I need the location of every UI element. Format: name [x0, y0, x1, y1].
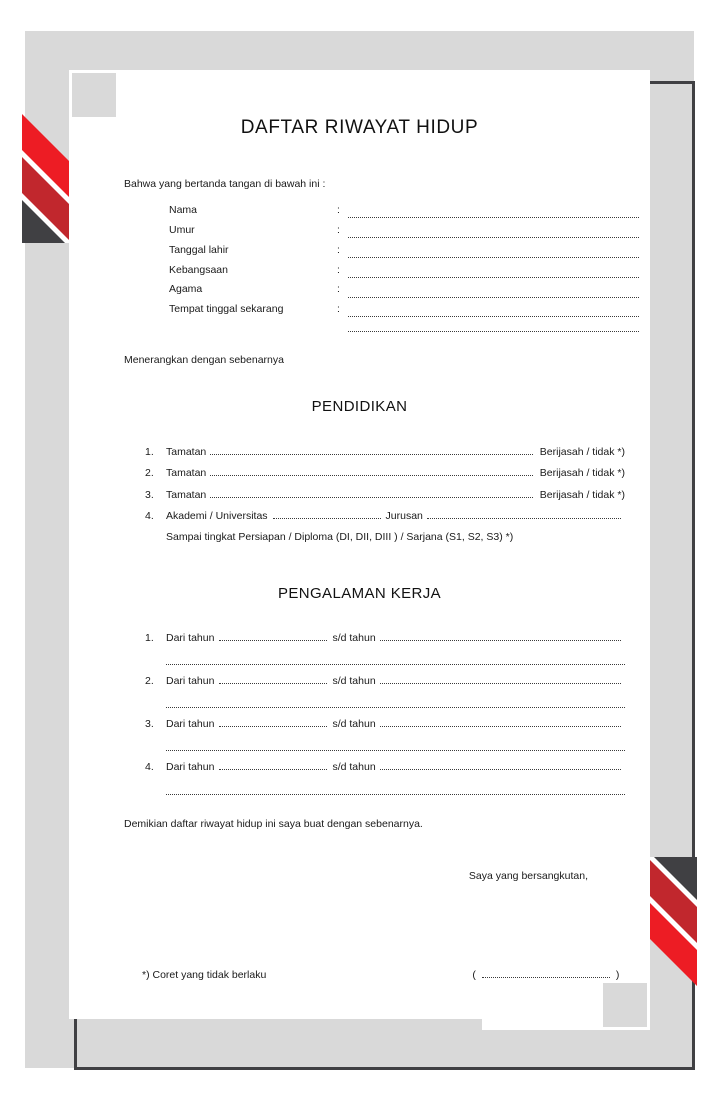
table-row	[169, 320, 639, 335]
item-tail: Berijasah / tidak *)	[539, 446, 625, 459]
item-number: 2.	[145, 467, 154, 480]
item-number: 3.	[145, 718, 154, 731]
dotted-line	[348, 208, 639, 218]
field-colon: :	[337, 303, 340, 316]
item-mid-label: s/d tahun	[332, 761, 376, 774]
field-label: Tempat tinggal sekarang	[169, 303, 284, 316]
work-row	[145, 674, 625, 689]
item-body	[166, 445, 625, 460]
item-label: Tamatan	[166, 467, 207, 480]
dotted-line	[348, 228, 639, 238]
item-label: Dari tahun	[166, 675, 215, 688]
footnote-text: *) Coret yang tidak berlaku	[142, 968, 267, 981]
dotted-line	[348, 288, 639, 298]
education-level-note: Sampai tingkat Persiapan / Diploma (DI, DII, DIII ) / Sarjana (S1, S2, S3) *)	[166, 531, 514, 543]
field-label: Tanggal lahir	[169, 243, 229, 256]
item-tail: Berijasah / tidak *)	[539, 488, 625, 501]
work-row	[145, 631, 625, 646]
item-mid-label: s/d tahun	[332, 675, 376, 688]
field-value-line-continuation[interactable]	[348, 320, 639, 335]
field-value-line[interactable]	[348, 280, 639, 300]
item-label: Dari tahun	[166, 631, 215, 644]
dotted-line[interactable]	[219, 760, 327, 770]
document-body	[69, 70, 650, 1019]
work-experience-list	[145, 631, 625, 795]
work-continuation-line[interactable]	[166, 741, 625, 751]
education-list	[145, 445, 625, 524]
field-label: Umur	[169, 223, 195, 236]
document-title: DAFTAR RIWAYAT HIDUP	[240, 117, 479, 138]
open-paren: (	[472, 968, 476, 981]
list-item-academy	[145, 509, 625, 524]
signature-name-field	[472, 968, 619, 983]
item-number: 4.	[145, 509, 154, 522]
item-tail: Berijasah / tidak *)	[539, 467, 625, 480]
item-mid-label: s/d tahun	[332, 631, 376, 644]
dotted-line	[348, 307, 639, 317]
item-number: 1.	[145, 631, 154, 644]
list-item	[145, 445, 625, 460]
work-continuation-line[interactable]	[166, 655, 625, 665]
dotted-line[interactable]	[380, 631, 621, 641]
field-label-empty	[169, 320, 337, 335]
signature-label: Saya yang bersangkutan,	[468, 869, 588, 882]
list-item	[145, 674, 625, 708]
work-continuation-line[interactable]	[166, 698, 625, 708]
dotted-line[interactable]	[273, 509, 381, 519]
field-label: Agama	[169, 283, 203, 296]
table-row	[169, 300, 639, 320]
field-label: Kebangsaan	[169, 263, 228, 276]
list-item	[145, 760, 625, 794]
field-colon: :	[337, 223, 340, 236]
personal-data-table	[169, 201, 639, 334]
dotted-line[interactable]	[380, 674, 621, 684]
field-value-line[interactable]	[348, 221, 639, 241]
item-number: 1.	[145, 446, 154, 459]
field-value-line[interactable]	[348, 300, 639, 320]
field-label: Nama	[169, 204, 198, 217]
field-colon: :	[337, 204, 340, 217]
table-row	[169, 221, 639, 241]
list-item	[145, 466, 625, 481]
table-row	[169, 240, 639, 260]
dotted-line[interactable]	[482, 968, 610, 978]
statement-text: Menerangkan dengan sebenarnya	[124, 354, 284, 367]
dotted-line[interactable]	[427, 509, 621, 519]
field-value-line[interactable]	[348, 260, 639, 280]
field-value-line[interactable]	[348, 201, 639, 221]
section-heading-work: PENGALAMAN KERJA	[277, 585, 442, 603]
list-item	[145, 631, 625, 665]
item-body	[166, 509, 625, 524]
dotted-line[interactable]	[219, 631, 327, 641]
work-row	[145, 717, 625, 732]
footer-row	[142, 968, 632, 983]
table-row	[169, 280, 639, 300]
table-row	[169, 260, 639, 280]
close-paren: )	[615, 968, 620, 981]
dotted-line[interactable]	[380, 717, 621, 727]
item-label: Tamatan	[166, 446, 207, 459]
item-number: 4.	[145, 761, 154, 774]
closing-text: Demikian daftar riwayat hidup ini saya buat dengan sebenarnya.	[124, 817, 423, 830]
dotted-line	[348, 322, 639, 332]
item-body	[166, 488, 625, 503]
item-label: Dari tahun	[166, 761, 215, 774]
dotted-line[interactable]	[210, 466, 533, 476]
dotted-line[interactable]	[380, 760, 621, 770]
item-label: Tamatan	[166, 488, 207, 501]
item-label: Akademi / Universitas	[166, 509, 268, 522]
dotted-line[interactable]	[210, 488, 533, 498]
list-item	[145, 488, 625, 503]
field-colon: :	[337, 263, 340, 276]
item-body	[166, 466, 625, 481]
section-heading-education: PENDIDIKAN	[311, 398, 408, 416]
dotted-line	[348, 268, 639, 278]
field-colon: :	[337, 243, 340, 256]
item-number: 3.	[145, 488, 154, 501]
intro-text: Bahwa yang bertanda tangan di bawah ini :	[124, 177, 326, 190]
list-item	[145, 717, 625, 751]
item-label: Dari tahun	[166, 718, 215, 731]
table-row	[169, 201, 639, 221]
item-mid-label: Jurusan	[385, 509, 423, 522]
field-value-line[interactable]	[348, 240, 639, 260]
dotted-line[interactable]	[219, 674, 327, 684]
dotted-line[interactable]	[210, 445, 533, 455]
dotted-line	[348, 248, 639, 258]
item-number: 2.	[145, 675, 154, 688]
personal-data-rows	[169, 201, 639, 334]
work-continuation-line[interactable]	[166, 785, 625, 795]
field-colon: :	[337, 283, 340, 296]
work-row	[145, 760, 625, 775]
dotted-line[interactable]	[219, 717, 327, 727]
item-mid-label: s/d tahun	[332, 718, 376, 731]
field-colon-empty	[337, 320, 348, 335]
